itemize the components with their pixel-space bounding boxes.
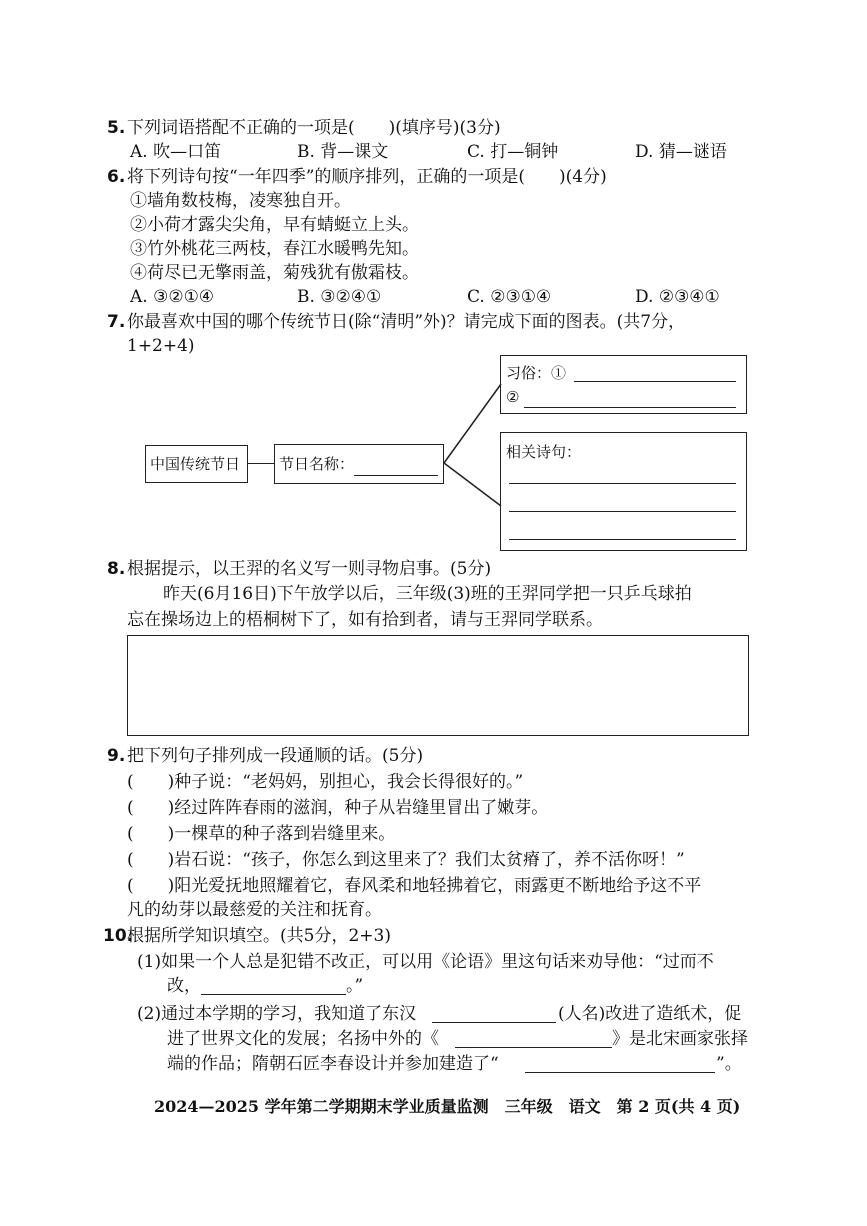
poem-label: 相关诗句： [506, 443, 582, 461]
custom-blank-1[interactable] [574, 381, 736, 382]
q7-stem-cont: 1+2+4) [127, 336, 195, 356]
q9-item-2[interactable]: ( )经过阵阵春雨的滋润，种子从岩缝里冒出了嫩芽。 [127, 798, 549, 818]
q6-option-b[interactable]: B. ③②④① [297, 287, 382, 307]
q5-option-c[interactable]: C. 打—铜钟 [467, 142, 559, 162]
q10-number: 10. [103, 926, 134, 946]
q6-line-4: ④荷尽已无擎雨盖，菊残犹有傲霜枝。 [130, 263, 419, 283]
q6-option-d[interactable]: D. ②③④① [635, 287, 720, 307]
branch-line-top [444, 384, 501, 463]
festival-name-box [274, 444, 444, 484]
page-footer: 2024—2025 学年第二学期期末学业质量监测 三年级 语文 第 2 页(共 4 页) [154, 1097, 741, 1116]
q9-item-4[interactable]: ( )岩石说：“孩子，你怎么到这里来了？我们太贫瘠了，养不活你呀！” [127, 850, 685, 870]
q10-p2-line1-post: (人名)改进了造纸术，促 [558, 1004, 742, 1024]
q6-stem: 将下列诗句按“一年四季”的顺序排列，正确的一项是( )(4分) [127, 167, 607, 187]
festival-label: 中国传统节日 [150, 455, 241, 473]
q6-line-1: ①墙角数枝梅，凌寒独自开。 [130, 191, 351, 211]
poem-box [500, 432, 747, 551]
q7-number: 7. [107, 312, 126, 332]
q5-number: 5. [107, 118, 126, 138]
q10-p2-line3-post: ”。 [716, 1054, 742, 1074]
q8-answer-box[interactable] [127, 635, 749, 736]
q10-p1-post: 。” [346, 976, 364, 996]
q5-option-d[interactable]: D. 猜—谜语 [635, 142, 727, 162]
q10-p1-line1: (1)如果一个人总是犯错不改正，可以用《论语》里这句话来劝导他：“过而不 [137, 952, 714, 972]
q6-line-2: ②小荷才露尖尖角，早有蜻蜓立上头。 [130, 215, 419, 235]
q8-number: 8. [107, 559, 126, 579]
q9-item-1[interactable]: ( )种子说：“老妈妈，别担心，我会长得很好的。” [127, 772, 524, 792]
q7-stem: 你最喜欢中国的哪个传统节日(除“清明”外)？请完成下面的图表。(共7分， [127, 312, 686, 332]
festival-name-blank[interactable] [354, 475, 438, 476]
branch-line-bottom [444, 463, 501, 506]
q9-stem: 把下列句子排列成一段通顺的话。(5分) [127, 746, 424, 766]
q10-blank-2[interactable] [432, 1022, 556, 1023]
q10-stem: 根据所学知识填空。(共5分，2+3) [127, 926, 391, 946]
q10-p2-line3-pre: 端的作品；隋朝石匠李春设计并参加建造了“ [167, 1054, 499, 1074]
q10-blank-4[interactable] [525, 1072, 715, 1073]
custom-blank-2[interactable] [524, 407, 736, 408]
branch-lines [443, 356, 505, 556]
q9-item-3[interactable]: ( )一棵草的种子落到岩缝里来。 [127, 824, 396, 844]
custom-label: 习俗：① [506, 364, 567, 382]
q6-line-3: ③竹外桃花三两枝，春江水暖鸭先知。 [130, 239, 419, 259]
q9-item-5[interactable]: ( )阳光爱抚地照耀着它，春风柔和地轻拂着它，雨露更不断地给予这不平 [127, 876, 702, 896]
q10-p2-line2-pre: 进了世界文化的发展；名扬中外的《 [167, 1029, 439, 1049]
q5-option-a[interactable]: A. 吹—口笛 [130, 142, 222, 162]
q6-number: 6. [107, 167, 126, 187]
q9-item-5-cont: 凡的幼芽以最慈爱的关注和抚育。 [127, 900, 382, 920]
q6-option-a[interactable]: A. ③②①④ [130, 287, 215, 307]
poem-blank-1[interactable] [509, 483, 736, 484]
q9-number: 9. [107, 746, 126, 766]
connector-line [248, 463, 275, 464]
q5-stem: 下列词语搭配不正确的一项是( )(填序号)(3分) [127, 118, 501, 138]
q5-option-b[interactable]: B. 背—课文 [297, 142, 389, 162]
q8-stem: 根据提示，以王羿的名义写一则寻物启事。(5分) [127, 559, 492, 579]
q8-para-1: 昨天(6月16日)下午放学以后，三年级(3)班的王羿同学把一只乒乓球拍 [163, 584, 692, 604]
custom-box [500, 355, 747, 414]
q10-blank-1[interactable] [201, 994, 346, 995]
festival-box [145, 445, 248, 483]
poem-blank-2[interactable] [509, 511, 736, 512]
q10-p1-pre: 改， [167, 976, 201, 996]
poem-blank-3[interactable] [509, 539, 736, 540]
q8-para-2: 忘在操场边上的梧桐树下了，如有拾到者，请与王羿同学联系。 [127, 610, 603, 630]
q10-p2-line1-pre: (2)通过本学期的学习，我知道了东汉 [137, 1004, 417, 1024]
q10-blank-3[interactable] [455, 1047, 612, 1048]
q10-p2-line2-post: 》是北宋画家张择 [612, 1029, 748, 1049]
q6-option-c[interactable]: C. ②③①④ [467, 287, 552, 307]
festival-name-label: 节日名称： [279, 455, 355, 473]
custom-label-2: ② [506, 388, 520, 406]
